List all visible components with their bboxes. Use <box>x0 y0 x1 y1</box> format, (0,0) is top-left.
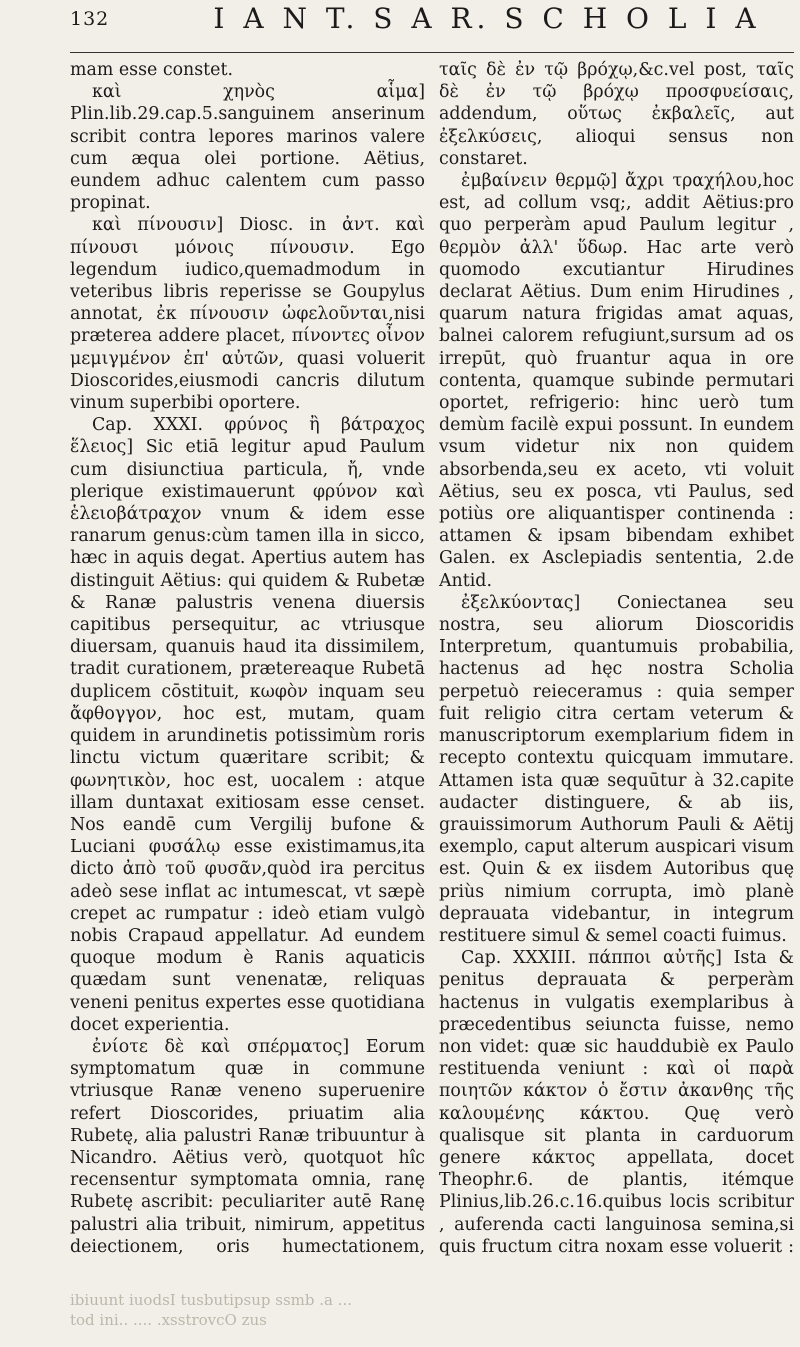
paragraph: ταῖς δὲ ἐν τῷ βρόχῳ,&c.vel post, ταῖς δὲ ἐν τῷ βρόχῳ προσφυείσαις, addendum, οὕτως ἐκβαλεῖς, aut ἐξελκύσεις, alioqui sensus non constaret. <box>439 60 794 169</box>
paragraph: Cap. XXXIII. πάπποι αὐτῆς] Ista & penitus deprauata & perperàm hactenus in vulgatis exemplaribus à præcedentibus seiuncta fuisse, nemo non videt: quæ sic hauddubiè ex Paulo restituenda veniunt : καὶ οἱ παρὰ ποιητῶν κάκτον ὁ ἔστιν ἀκανθης τῆς καλουμένης κάκτου. Quę verò qualisque sit planta in carduorum genere κάκτος appellata, docet Theophr.6. de plantis, itémque Plinius,lib.26.c.16.quibus locis scribitur , auferenda cacti languinosa semina,si quis fructum citra noxam esse voluerit : <box>439 948 794 1257</box>
page-header <box>70 0 794 53</box>
bleed-through-text <box>70 1290 794 1340</box>
paragraph: καὶ χηνὸς αἷμα] Plin.lib.29.cap.5.sanguinem anserinum scribit contra lepores marinos valere cum æqua olei portione. Aëtius, eundem adhuc calentem cum passo propinat. <box>70 82 425 214</box>
bleed-through-line: tod ini.. .... .xsstrovcO zus <box>70 1311 267 1329</box>
left-column <box>70 59 425 1259</box>
running-title: I A N T. S A R. S C H O L I A <box>213 2 761 35</box>
paragraph: ἐξελκύοντας] Coniectanea seu nostra, seu aliorum Dioscoridis Interpretum, quantumuis probabilia, hactenus ad hęc nostra Scholia perpetuò reieceramus : quia semper fuit religio citra certam veterum & manuscriptorum exemplarium fidem in recepto contextu quicquam immutare. Attamen ista quæ sequūtur à 32.capite audacter distinguere, & ab iis, grauissimorum Authorum Pauli & Aëtij exemplo, caput alterum auspicari visum est. Quin & ex iisdem Autoribus quę priùs nimium corrupta, imò planè deprauata videbantur, in integrum restituere simul & semel coacti fuimus. <box>439 592 794 946</box>
text-columns <box>70 59 794 1259</box>
paragraph: Cap. XXXI. φρύνος ἢ βάτραχος ἕλειος] Sic etiā legitur apud Paulum cum disiunctiua particula, ἤ, vnde plerique existimauerunt φρύνον καὶ ἑλειοβάτραχον vnum & idem esse ranarum genus:cùm tamen illa in sicco, hæc in aquis degat. Apertius autem has distinguit Aëtius: qui quidem & Rubetæ & Ranæ palustris venena diuersis capitibus persequitur, ac vtriusque diuersam, quanuis haud ita dissimilem, tradit curationem, prætereaque Rubetā duplicem cōstituit, κωφὸν inquam seu ἄφθογγον, hoc est, mutam, quam quidem in arundinetis potissimùm roris linctu victum quæritare scribit; & φωνητικὸν, hoc est, uocalem : atque illam duntaxat exitiosam esse censet. Nos eandē cum Vergilij bufone & Luciani φυσάλῳ esse existimamus,ita dicto ἀπὸ τοῦ φυσᾶν,quòd ira percitus adeò sese inflat ac intumescat, vt sæpè crepet ac rumpatur : ideò etiam vulgò nobis Crapaud appellatur. Ad eundem quoque modum è Ranis aquaticis quædam sunt venenatæ, reliquas veneni penitus expertes esse quotidiana docet experientia. <box>70 415 425 1035</box>
page-number: 132 <box>70 8 110 30</box>
paragraph: mam esse constet. <box>70 60 233 80</box>
paragraph: ἐνίοτε δὲ καὶ σπέρματος] Eorum symptomatum quæ in commune vtriusque Ranæ veneno superuenire refert Dioscorides, priuatim alia Rubetę, alia palustri Ranæ tribuuntur à Nicandro. Aëtius verò, quotquot hîc recensentur symptomata omnia, ranę Rubetę ascribit: peculiariter autē Ranę palustri alia tribuit, nimirum, appetitus deiectionem, oris humectationem, <box>70 1036 425 1257</box>
paragraph: καὶ πίνουσιν] Diosc. in ἀντ. καὶ πίνουσι μόνοις πίνουσιν. Ego legendum iudico,quemadmodum in veteribus libris reperisse se Goupylus annotat, ἐκ πίνουσιν ὠφελοῦνται,nisi præterea addere placet, πίνοντες οἶνον μεμιγμένον ἐπ' αὐτῶν, quasi voluerit Dioscorides,eiusmodi cancris dilutum vinum superbibi oportere. <box>70 215 425 414</box>
paragraph: ἐμβαίνειν θερμῷ] ἄχρι τραχήλου,hoc est, ad collum vsq;, addit Aëtius:pro quo perperàm apud Paulum legitur , θερμὸν ἀλλ' ὕδωρ. Hac arte verò quomodo excutiantur Hirudines declarat Aëtius. Dum enim Hirudines , quarum natura frigidas amat aquas, balnei calorem refugiunt,sursum ad os irrepūt, quò fruantur aqua in ore contenta, quamque subinde permutari oportet, refrigerio: hinc uerò tum demùm facilè expui possunt. In eundem vsum videtur nix non quidem absorbenda,seu ex aceto, vti voluit Aëtius, seu ex posca, vti Paulus, sed potiùs ore aliquantisper continenda : attamen & ipsam bibendam exhibet Galen. ex Asclepiadis sententia, 2.de Antid. <box>439 171 794 591</box>
right-column <box>439 59 794 1259</box>
bleed-through-line: ibiuunt iuodsI tusbutipsup ssmb .a ... <box>70 1291 353 1309</box>
